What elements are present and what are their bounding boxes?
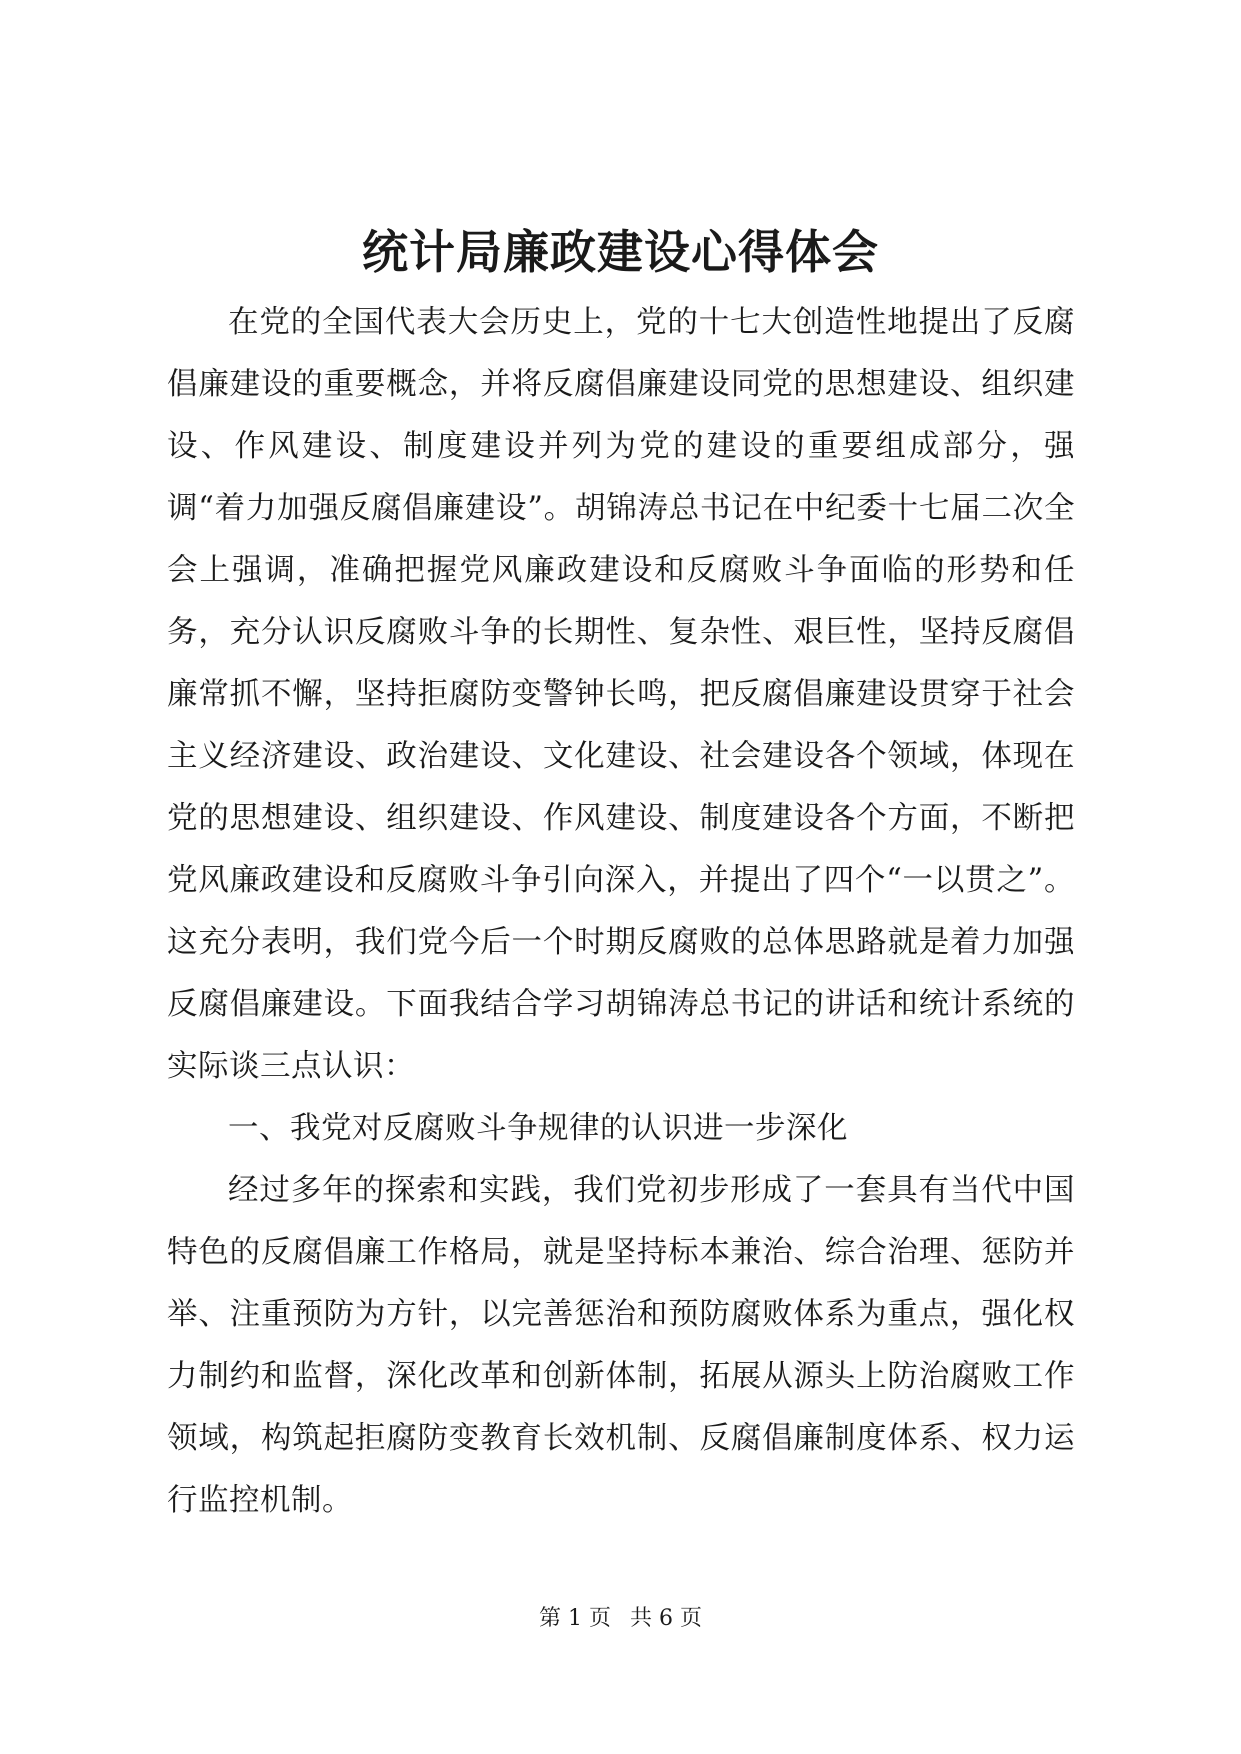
paragraph-section-1: 经过多年的探索和实践，我们党初步形成了一套具有当代中国特色的反腐倡廉工作格局，就是坚持标本兼治、综合治理、惩防并举、注重预防为方针，以完善惩治和预防腐败体系为重点，强化权力制约和监督，深化改革和创新体制，拓展从源头上防治腐败工作领域，构筑起拒腐防变教育长效机制、反腐倡廉制度体系、权力运行监控机制。	[167, 1173, 1075, 1518]
document-title: 统计局廉政建设心得体会	[362, 225, 879, 279]
page-number: 第 1 页	[539, 1606, 611, 1631]
document-body	[167, 292, 1075, 1532]
page-footer	[0, 1604, 1241, 1634]
paragraph-intro: 在党的全国代表大会历史上，党的十七大创造性地提出了反腐倡廉建设的重要概念，并将反腐倡廉建设同党的思想建设、组织建设、作风建设、制度建设并列为党的建设的重要组成部分，强调“着力加强反腐倡廉建设”。胡锦涛总书记在中纪委十七届二次全会上强调，准确把握党风廉政建设和反腐败斗争面临的形势和任务，充分认识反腐败斗争的长期性、复杂性、艰巨性，坚持反腐倡廉常抓不懈，坚持拒腐防变警钟长鸣，把反腐倡廉建设贯穿于社会主义经济建设、政治建设、文化建设、社会建设各个领域，体现在党的思想建设、组织建设、作风建设、制度建设各个方面，不断把党风廉政建设和反腐败斗争引向深入，并提出了四个“一以贯之”。这充分表明，我们党今后一个时期反腐败的总体思路就是着力加强反腐倡廉建设。下面我结合学习胡锦涛总书记的讲话和统计系统的实际谈三点认识：	[167, 305, 1075, 1084]
page-total: 共 6 页	[630, 1606, 702, 1631]
section-heading-1: 一、我党对反腐败斗争规律的认识进一步深化	[228, 1111, 848, 1146]
